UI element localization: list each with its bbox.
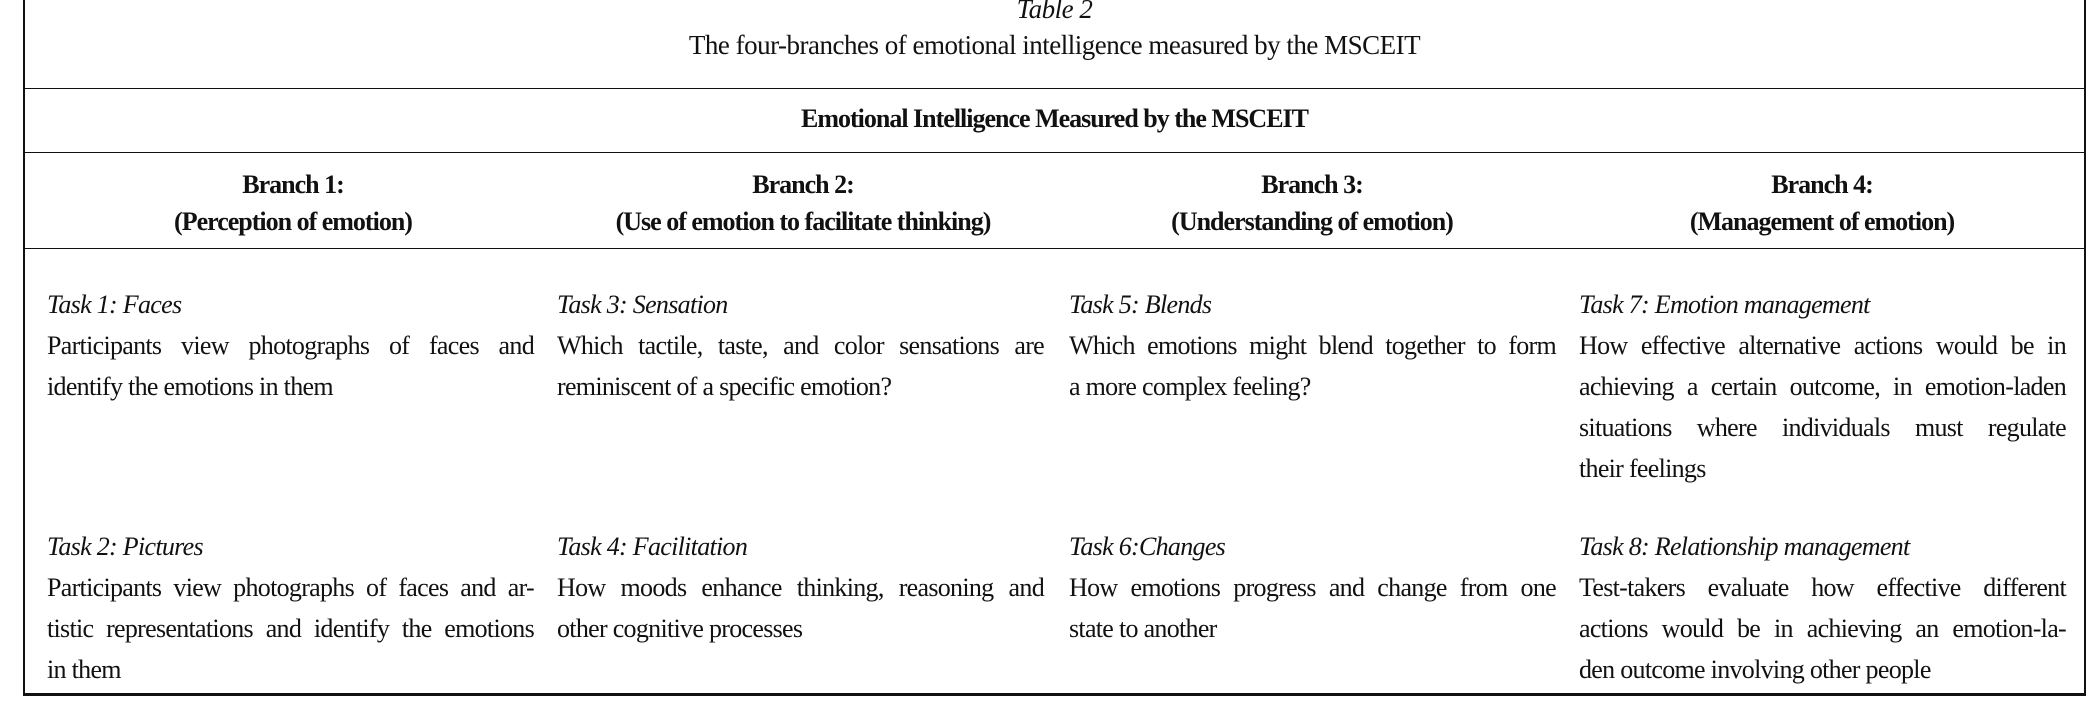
branch-header-4 bbox=[1567, 166, 2077, 240]
task-description-line: Which emotions might blend together to form bbox=[1069, 331, 1556, 360]
branch-title: Branch 4: bbox=[1771, 170, 1873, 199]
task-description-line: Participants view photographs of faces and ar- bbox=[47, 573, 534, 602]
task-description-line: their feelings bbox=[1579, 454, 1706, 483]
divider bbox=[23, 248, 2086, 249]
task-description-line: How effective alternative actions would be in bbox=[1579, 331, 2066, 360]
task-description-line: Which tactile, taste, and color sensations are bbox=[557, 331, 1044, 360]
task-description-line: state to another bbox=[1069, 614, 1217, 643]
task-description-line: den outcome involving other people bbox=[1579, 655, 1931, 684]
task-name: Task 6:Changes bbox=[1069, 532, 1226, 561]
task-description-line: in them bbox=[47, 655, 121, 684]
task-cell bbox=[557, 284, 1044, 407]
branch-header-1 bbox=[38, 166, 548, 240]
task-name: Task 3: Sensation bbox=[557, 290, 728, 319]
divider bbox=[23, 88, 2086, 89]
divider bbox=[23, 152, 2086, 153]
task-cell bbox=[1069, 284, 1556, 407]
task-name: Task 4: Facilitation bbox=[557, 532, 748, 561]
task-description-line: How moods enhance thinking, reasoning and bbox=[557, 573, 1044, 602]
branch-subtitle: (Perception of emotion) bbox=[174, 207, 412, 236]
task-name: Task 2: Pictures bbox=[47, 532, 203, 561]
task-name: Task 7: Emotion management bbox=[1579, 290, 1870, 319]
task-name: Task 1: Faces bbox=[47, 290, 182, 319]
task-cell bbox=[47, 284, 534, 407]
task-cell bbox=[557, 526, 1044, 649]
table-label: Table 2 bbox=[1016, 0, 1093, 24]
task-description-line: tistic representations and identify the emotions bbox=[47, 614, 534, 643]
task-description-line: Test-takers evaluate how effective different bbox=[1579, 573, 2066, 602]
branch-title: Branch 2: bbox=[752, 170, 854, 199]
task-description-line: Participants view photographs of faces and bbox=[47, 331, 534, 360]
task-cell bbox=[47, 526, 534, 690]
task-description-line: achieving a certain outcome, in emotion-laden bbox=[1579, 372, 2066, 401]
task-description-line: situations where individuals must regulate bbox=[1579, 413, 2066, 442]
branch-title: Branch 3: bbox=[1261, 170, 1363, 199]
table-header: Emotional Intelligence Measured by the MSCEIT bbox=[800, 104, 1309, 133]
task-description-line: reminiscent of a specific emotion? bbox=[557, 372, 892, 401]
task-name: Task 8: Relationship management bbox=[1579, 532, 1910, 561]
task-cell bbox=[1069, 526, 1556, 649]
branch-header-2 bbox=[548, 166, 1058, 240]
branch-subtitle: (Management of emotion) bbox=[1689, 207, 1955, 236]
branch-subtitle: (Understanding of emotion) bbox=[1171, 207, 1453, 236]
table-title: The four-branches of emotional intelligence measured by the MSCEIT bbox=[688, 30, 1421, 60]
branch-subtitle: (Use of emotion to facilitate thinking) bbox=[615, 207, 991, 236]
task-cell bbox=[1579, 284, 2066, 489]
branch-header-3 bbox=[1057, 166, 1567, 240]
task-description-line: identify the emotions in them bbox=[47, 372, 333, 401]
task-description-line: How emotions progress and change from one bbox=[1069, 573, 1556, 602]
task-cell bbox=[1579, 526, 2066, 690]
task-name: Task 5: Blends bbox=[1069, 290, 1212, 319]
task-description-line: a more complex feeling? bbox=[1069, 372, 1311, 401]
branch-title: Branch 1: bbox=[242, 170, 344, 199]
task-description-line: other cognitive processes bbox=[557, 614, 803, 643]
task-description-line: actions would be in achieving an emotion-la- bbox=[1579, 614, 2066, 643]
